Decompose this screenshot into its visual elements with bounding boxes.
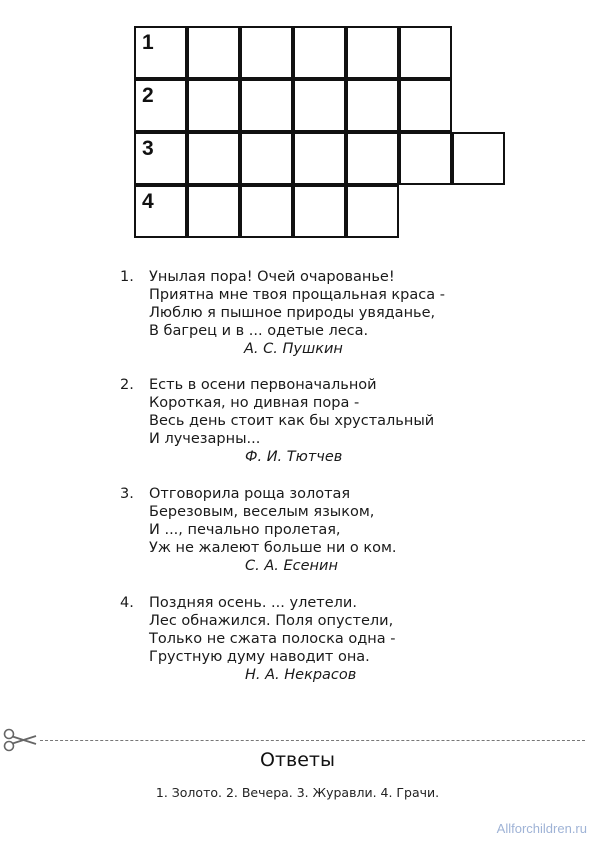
crossword-cell [399, 132, 452, 185]
poem-line: Березовым, веселым языком, [149, 504, 375, 520]
poem-author: А. С. Пушкин [244, 341, 343, 357]
crossword-cell [187, 79, 240, 132]
poem-line: И лучезарны... [149, 431, 261, 447]
poem-line: И ..., печально пролетая, [149, 522, 341, 538]
poem-number: 1. [120, 269, 134, 285]
poem-line: Лес обнажился. Поля опустели, [149, 613, 394, 629]
crossword-cell [134, 79, 187, 132]
crossword-row-number: 4 [142, 190, 154, 213]
poem-line: Грустную думу наводит она. [149, 649, 370, 665]
crossword-row-number: 1 [142, 31, 154, 54]
poem-line: Унылая пора! Очей очарованье! [149, 269, 395, 285]
poem-line: Поздняя осень. ... улетели. [149, 595, 357, 611]
crossword-cell [240, 79, 293, 132]
crossword-cell [240, 132, 293, 185]
crossword-cell [293, 79, 346, 132]
crossword-cell [293, 26, 346, 79]
crossword-cell [240, 26, 293, 79]
poem-number: 4. [120, 595, 134, 611]
poem-line: В багрец и в ... одетые леса. [149, 323, 369, 339]
poem-3 [120, 485, 520, 575]
poem-line: Приятна мне твоя прощальная краса - [149, 287, 445, 303]
poem-line: Уж не жалеют больше ни о ком. [149, 540, 397, 556]
poem-line: Короткая, но дивная пора - [149, 395, 360, 411]
poem-1 [120, 268, 520, 358]
poem-number: 2. [120, 377, 134, 393]
crossword-cell [134, 26, 187, 79]
cut-line [40, 740, 585, 741]
watermark: Allforchildren.ru [496, 821, 587, 836]
poem-2 [120, 376, 520, 466]
crossword-cell [187, 26, 240, 79]
answers-text: 1. Золото. 2. Вечера. 3. Журавли. 4. Грачи. [155, 785, 440, 800]
crossword-cell [399, 26, 452, 79]
crossword-row-number: 3 [142, 137, 154, 160]
crossword-cell [346, 26, 399, 79]
crossword-cell [346, 79, 399, 132]
poem-line: Весь день стоит как бы хрустальный [149, 413, 435, 429]
answers-title: Ответы [260, 749, 335, 771]
crossword-cell [240, 185, 293, 238]
poem-author: С. А. Есенин [245, 558, 338, 574]
crossword-cell [399, 79, 452, 132]
crossword-cell [293, 185, 346, 238]
crossword-grid [0, 0, 595, 260]
crossword-cell [346, 132, 399, 185]
poem-number: 3. [120, 486, 134, 502]
poem-line: Отговорила роща золотая [149, 486, 351, 502]
crossword-cell [187, 185, 240, 238]
poem-author: Ф. И. Тютчев [245, 449, 343, 465]
crossword-cell [134, 132, 187, 185]
crossword-cell [187, 132, 240, 185]
poem-line: Есть в осени первоначальной [149, 377, 377, 393]
crossword-cell [134, 185, 187, 238]
crossword-cell [293, 132, 346, 185]
poem-line: Только не сжата полоска одна - [149, 631, 396, 647]
poem-4 [120, 594, 520, 684]
crossword-cell [452, 132, 505, 185]
poem-author: Н. А. Некрасов [245, 667, 357, 683]
crossword-cell [346, 185, 399, 238]
poem-line: Люблю я пышное природы увяданье, [149, 305, 436, 321]
crossword-row-number: 2 [142, 84, 154, 107]
